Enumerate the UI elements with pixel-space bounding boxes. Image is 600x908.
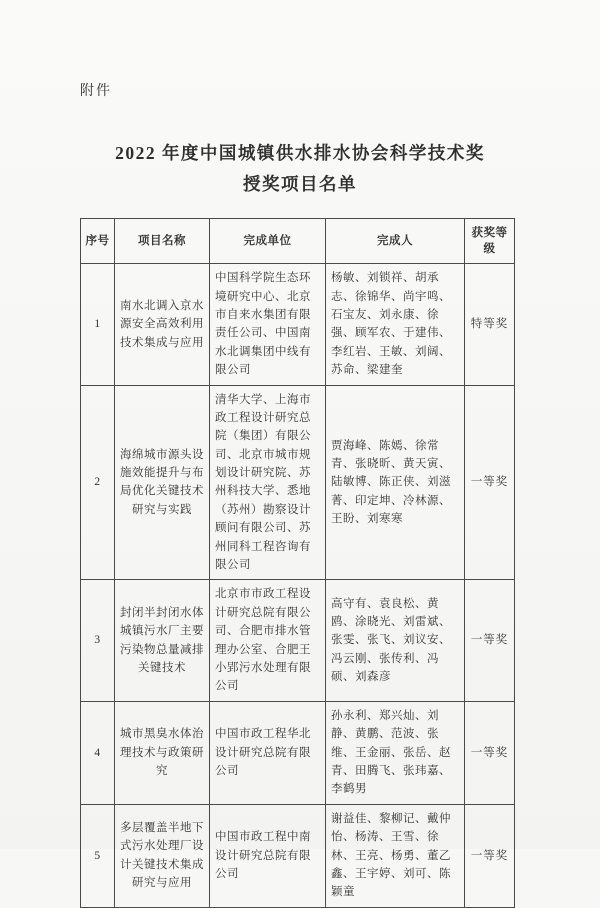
cell-award-level: 一等奖 bbox=[465, 701, 515, 804]
table-row bbox=[81, 264, 515, 385]
cell-project-name: 封闭半封闭水体城镇污水厂主要污染物总量减排关键技术 bbox=[115, 580, 210, 701]
cell-completers: 杨敏、刘锁祥、胡承志、徐锦华、尚宇鸣、石宝友、刘永康、徐强、顾军农、于建伟、李红岩、王敏、刘阔、苏命、梁建奎 bbox=[326, 264, 465, 385]
document-title-line2: 授奖项目名单 bbox=[243, 173, 357, 194]
header-serial-number: 序号 bbox=[81, 219, 115, 264]
header-project-name: 项目名称 bbox=[115, 219, 210, 264]
header-completing-unit: 完成单位 bbox=[210, 219, 326, 264]
cell-completers: 贾海峰、陈嫣、徐常青、张晓昕、黄天寅、陆敏博、陈正侠、刘滋菁、印定坤、冷林源、王盼、刘寒寒 bbox=[326, 385, 465, 580]
table-row bbox=[81, 804, 515, 907]
document-title bbox=[0, 138, 600, 199]
document-title-line1: 2022 年度中国城镇供水排水协会科学技术奖 bbox=[115, 143, 485, 163]
cell-completing-unit: 中国市政工程中南设计研究总院有限公司 bbox=[210, 804, 326, 907]
cell-project-name: 南水北调入京水源安全高效利用技术集成与应用 bbox=[115, 264, 210, 385]
table-row bbox=[81, 580, 515, 701]
cell-award-level: 一等奖 bbox=[465, 580, 515, 701]
cell-completers: 谢益佳、黎柳记、戴仲怡、杨涛、王雪、徐林、王亮、杨勇、董乙鑫、王宇婷、刘可、陈颖童 bbox=[326, 804, 465, 907]
cell-project-name: 多层覆盖半地下式污水处理厂设计关键技术集成研究与应用 bbox=[115, 804, 210, 907]
cell-serial-number: 4 bbox=[81, 701, 115, 804]
cell-completing-unit: 清华大学、上海市政工程设计研究总院（集团）有限公司、北京市城市规划设计研究院、苏州科技大学、悉地（苏州）勘察设计顾问有限公司、苏州同科工程咨询有限公司 bbox=[210, 385, 326, 580]
attachment-label: 附件 bbox=[80, 84, 112, 99]
cell-completers: 孙永利、郑兴灿、刘静、黄鹏、范波、张维、王金丽、张岳、赵青、田腾飞、张玮嘉、李鹤男 bbox=[326, 701, 465, 804]
cell-project-name: 海绵城市源头设施效能提升与布局优化关键技术研究与实践 bbox=[115, 385, 210, 580]
cell-serial-number: 5 bbox=[81, 804, 115, 907]
cell-completing-unit: 中国市政工程华北设计研究总院有限公司 bbox=[210, 701, 326, 804]
cell-serial-number: 1 bbox=[81, 264, 115, 385]
table-header-row bbox=[81, 219, 515, 264]
cell-completers: 高守有、袁良松、黄鸥、涂晓光、刘雷斌、张雯、张飞、刘议安、冯云刚、张传利、冯硕、刘森彦 bbox=[326, 580, 465, 701]
cell-award-level: 一等奖 bbox=[465, 385, 515, 580]
header-completers: 完成人 bbox=[326, 219, 465, 264]
cell-award-level: 一等奖 bbox=[465, 804, 515, 907]
table-row bbox=[81, 385, 515, 580]
cell-completing-unit: 北京市市政工程设计研究总院有限公司、合肥市排水管理办公室、合肥王小郢污水处理有限公司 bbox=[210, 580, 326, 701]
award-project-table bbox=[80, 218, 515, 908]
cell-award-level: 特等奖 bbox=[465, 264, 515, 385]
header-award-level: 获奖等级 bbox=[465, 219, 515, 264]
cell-serial-number: 3 bbox=[81, 580, 115, 701]
cell-completing-unit: 中国科学院生态环境研究中心、北京市自来水集团有限责任公司、中国南水北调集团中线有限公司 bbox=[210, 264, 326, 385]
cell-project-name: 城市黑臭水体治理技术与政策研究 bbox=[115, 701, 210, 804]
cell-serial-number: 2 bbox=[81, 385, 115, 580]
table-row bbox=[81, 701, 515, 804]
